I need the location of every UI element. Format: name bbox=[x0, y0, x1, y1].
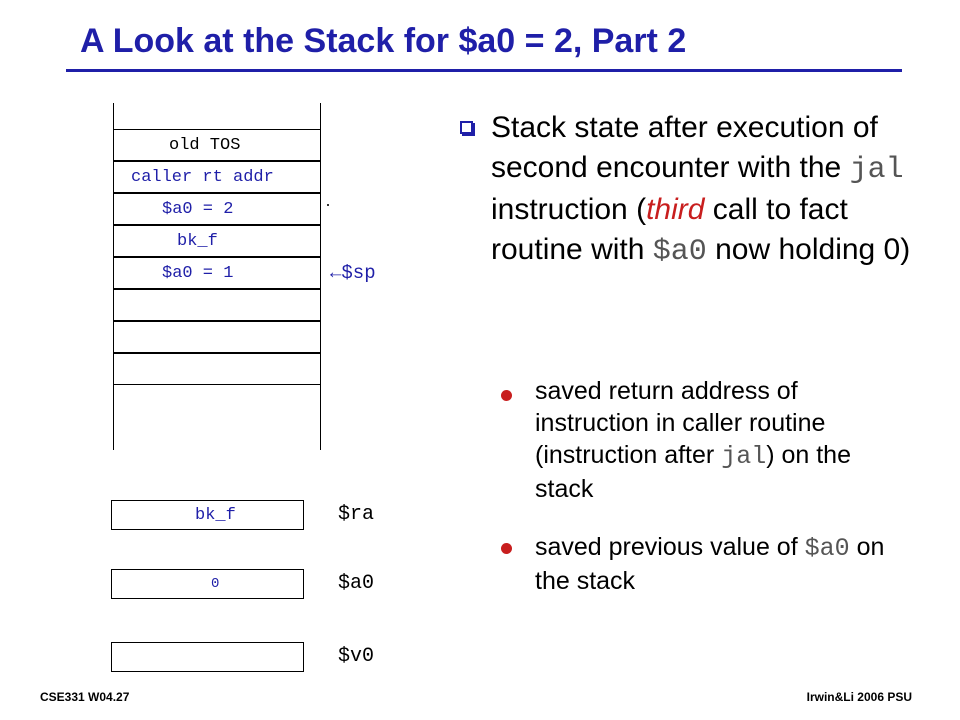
square-bullet-icon bbox=[460, 121, 473, 134]
round-bullet-icon bbox=[501, 543, 512, 554]
main-bullet-part: now holding 0) bbox=[706, 233, 911, 266]
footer-left: CSE331 W04.27 bbox=[40, 690, 130, 704]
main-bullet-part: instruction ( bbox=[491, 193, 647, 226]
title-underline bbox=[66, 69, 902, 72]
main-bullet-part: Stack state after execution of second encounter with the bbox=[491, 111, 878, 184]
register-label-a0: $a0 bbox=[338, 572, 375, 595]
slide-title: A Look at the Stack for $a0 = 2, Part 2 bbox=[80, 22, 687, 60]
register-box-v0 bbox=[111, 642, 304, 672]
code-a0: $a0 bbox=[652, 235, 707, 269]
sub-bullet-part: saved previous value of bbox=[535, 533, 805, 561]
stack-cell-caller-rt-addr: caller rt addr bbox=[113, 161, 321, 193]
register-label-ra: $ra bbox=[338, 503, 375, 526]
code-jal: jal bbox=[721, 442, 767, 471]
stack-cell-bk-f: bk_f bbox=[113, 225, 321, 257]
main-bullet-part: call to fact routine with bbox=[491, 193, 848, 266]
footer-right: Irwin&Li 2006 PSU bbox=[806, 690, 912, 704]
register-box-ra: bk_f bbox=[111, 500, 304, 530]
sub-bullet-text bbox=[535, 531, 915, 597]
tick-mark bbox=[327, 204, 329, 206]
register-label-v0: $v0 bbox=[338, 645, 375, 668]
code-jal: jal bbox=[849, 153, 904, 187]
sub-bullet-part: ) on the stack bbox=[535, 441, 851, 503]
stack-cell-a0-2: $a0 = 2 bbox=[113, 193, 321, 225]
sub-bullet-part: on the stack bbox=[535, 533, 885, 595]
stack-cell-empty-2 bbox=[113, 321, 321, 353]
stack-cell-empty-3 bbox=[113, 353, 321, 385]
stack-cell-empty-1 bbox=[113, 289, 321, 321]
sub-bullet-part: saved return address of instruction in caller routine (instruction after bbox=[535, 377, 826, 469]
main-bullet-text bbox=[491, 108, 911, 272]
emphasis-third: third bbox=[646, 193, 705, 226]
sub-bullet-text bbox=[535, 375, 915, 505]
register-box-a0: 0 bbox=[111, 569, 304, 599]
stack-cell-a0-1: $a0 = 1 bbox=[113, 257, 321, 289]
sp-pointer-label: ←$sp bbox=[330, 262, 376, 284]
round-bullet-icon bbox=[501, 390, 512, 401]
code-a0: $a0 bbox=[804, 534, 850, 563]
stack-cell-old-tos: old TOS bbox=[113, 129, 321, 161]
